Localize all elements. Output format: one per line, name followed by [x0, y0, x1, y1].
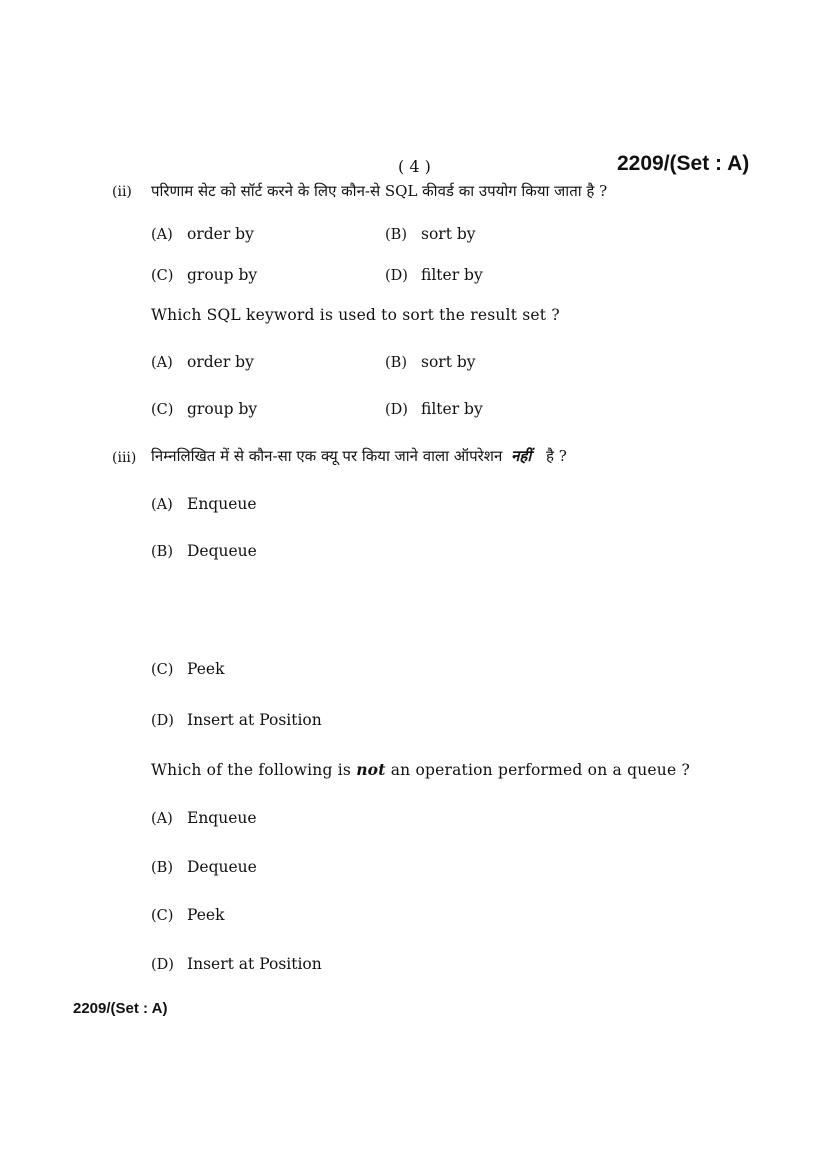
option-label: (C): [151, 402, 174, 418]
option-text: Peek: [187, 906, 225, 924]
question-text-part: Which of the following is: [151, 761, 352, 779]
question-number: (iii): [112, 450, 137, 466]
option-item: [151, 542, 257, 560]
option-label: (D): [385, 402, 408, 418]
question-text-part: निम्नलिखित में से कौन-सा एक क्यू पर किया जाने वाला ऑपरेशन: [151, 447, 503, 465]
option-item: [385, 400, 483, 418]
option-text: Enqueue: [187, 809, 257, 827]
option-item: [151, 660, 224, 678]
option-text: Peek: [187, 660, 225, 678]
question-number: (ii): [112, 184, 132, 200]
option-item: [385, 266, 483, 284]
option-item: [151, 809, 257, 827]
option-text: Insert at Position: [187, 711, 322, 729]
question-text-part: है ?: [546, 447, 567, 465]
option-item: [151, 906, 224, 924]
option-text: sort by: [421, 225, 476, 243]
option-text: filter by: [421, 400, 483, 418]
option-label: (C): [151, 662, 174, 678]
question-text-part: an operation performed on a queue ?: [390, 761, 690, 779]
option-label: (C): [151, 268, 174, 284]
question-text-english: Which SQL keyword is used to sort the result set ?: [151, 306, 560, 324]
option-item: [151, 955, 322, 973]
option-item: [151, 353, 254, 371]
page-number: ( 4 ): [398, 157, 431, 176]
option-item: [151, 225, 254, 243]
option-label: (B): [385, 355, 407, 371]
option-text: order by: [187, 225, 254, 243]
option-item: [385, 225, 476, 243]
option-label: (A): [151, 355, 173, 371]
option-label: (D): [151, 713, 174, 729]
option-text: Enqueue: [187, 495, 257, 513]
option-text: order by: [187, 353, 254, 371]
option-label: (B): [385, 227, 407, 243]
option-item: [151, 400, 257, 418]
option-label: (B): [151, 544, 173, 560]
option-item: [385, 353, 476, 371]
option-text: Insert at Position: [187, 955, 322, 973]
option-item: [151, 711, 322, 729]
option-text: Dequeue: [187, 542, 257, 560]
question-text-english: [151, 760, 690, 779]
question-text-hindi: [151, 446, 567, 466]
option-item: [151, 495, 257, 513]
option-text: group by: [187, 266, 258, 284]
emphasis-text: not: [356, 760, 386, 779]
option-label: (D): [151, 957, 174, 973]
option-label: (D): [385, 268, 408, 284]
option-text: Dequeue: [187, 858, 257, 876]
question-text-hindi: परिणाम सेट को सॉर्ट करने के लिए कौन-से SQL कीवर्ड का उपयोग किया जाता है ?: [151, 182, 608, 200]
option-label: (C): [151, 908, 174, 924]
option-text: group by: [187, 400, 258, 418]
option-label: (B): [151, 860, 173, 876]
option-item: [151, 858, 257, 876]
emphasis-text: नहीं: [511, 447, 532, 465]
option-label: (A): [151, 811, 173, 827]
option-text: filter by: [421, 266, 483, 284]
option-item: [151, 266, 257, 284]
paper-code-footer: 2209/(Set : A): [73, 1000, 168, 1017]
option-label: (A): [151, 227, 173, 243]
paper-code-header: 2209/(Set : A): [617, 152, 750, 175]
option-text: sort by: [421, 353, 476, 371]
option-label: (A): [151, 497, 173, 513]
